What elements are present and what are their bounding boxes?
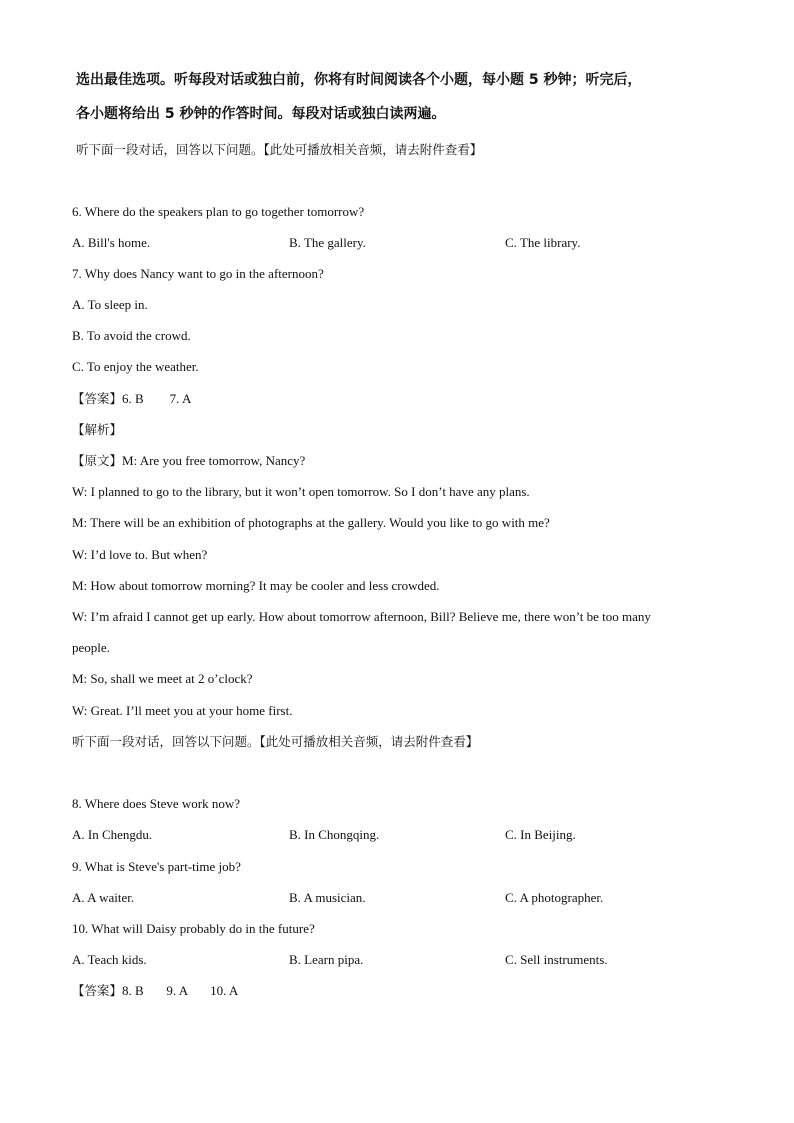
answer-text: 8. B 9. A 10. A bbox=[122, 983, 239, 998]
answer-text: 6. B 7. A bbox=[122, 391, 192, 406]
q6-option-a: A. Bill's home. bbox=[72, 235, 151, 250]
transcript-line: W: Great. I’ll meet you at your home first. bbox=[72, 703, 293, 718]
q8-option-b: B. In Chongqing. bbox=[289, 827, 380, 842]
answer-row-2 bbox=[72, 983, 238, 999]
answer-label: 【答案】 bbox=[72, 391, 123, 406]
transcript-line: W: I’m afraid I cannot get up early. How about tomorrow afternoon, Bill? Believe me, there won’t be too many bbox=[72, 609, 651, 624]
question-9: 9. What is Steve's part-time job? bbox=[72, 859, 241, 874]
question-6: 6. Where do the speakers plan to go together tomorrow? bbox=[72, 204, 365, 219]
q9-option-b: B. A musician. bbox=[289, 890, 366, 905]
transcript-line: M: Are you free tomorrow, Nancy? bbox=[122, 453, 306, 468]
transcript-line: M: There will be an exhibition of photographs at the gallery. Would you like to go with me? bbox=[72, 515, 550, 530]
q9-option-a: A. A waiter. bbox=[72, 890, 135, 905]
transcript-first-line bbox=[72, 453, 305, 469]
transcript-line: W: I’d love to. But when? bbox=[72, 547, 208, 562]
q6-option-b: B. The gallery. bbox=[289, 235, 366, 250]
transcript-label: 【原文】 bbox=[72, 453, 123, 468]
transcript-line: W: I planned to go to the library, but it won’t open tomorrow. So I don’t have any plans. bbox=[72, 484, 530, 499]
q7-option-a: A. To sleep in. bbox=[72, 297, 148, 312]
q7-option-b: B. To avoid the crowd. bbox=[72, 328, 191, 343]
q9-option-c: C. A photographer. bbox=[505, 890, 604, 905]
transcript-line: M: How about tomorrow morning? It may be cooler and less crowded. bbox=[72, 578, 440, 593]
q8-option-a: A. In Chengdu. bbox=[72, 827, 153, 842]
question-8: 8. Where does Steve work now? bbox=[72, 796, 240, 811]
section1-prompt: 听下面一段对话，回答以下问题。【此处可播放相关音频，请去附件查看】 bbox=[76, 142, 483, 157]
q10-option-a: A. Teach kids. bbox=[72, 952, 147, 967]
section2-prompt: 听下面一段对话，回答以下问题。【此处可播放相关音频，请去附件查看】 bbox=[72, 734, 479, 749]
question-10: 10. What will Daisy probably do in the future? bbox=[72, 921, 315, 936]
q7-option-c: C. To enjoy the weather. bbox=[72, 359, 199, 374]
instructions-line-2: 各小题将给出 5 秒钟的作答时间。每段对话或独白读两遍。 bbox=[76, 106, 446, 122]
question-7: 7. Why does Nancy want to go in the afternoon? bbox=[72, 266, 324, 281]
answer-row-1 bbox=[72, 391, 191, 407]
analysis-label: 【解析】 bbox=[72, 422, 123, 437]
answer-label: 【答案】 bbox=[72, 983, 123, 998]
q6-option-c: C. The library. bbox=[505, 235, 581, 250]
q8-option-c: C. In Beijing. bbox=[505, 827, 576, 842]
transcript-line: people. bbox=[72, 640, 110, 655]
q10-option-c: C. Sell instruments. bbox=[505, 952, 608, 967]
q10-option-b: B. Learn pipa. bbox=[289, 952, 364, 967]
instructions-line-1: 选出最佳选项。听每段对话或独白前，你将有时间阅读各个小题，每小题 5 秒钟；听完后， bbox=[76, 72, 642, 88]
transcript-line: M: So, shall we meet at 2 o’clock? bbox=[72, 671, 253, 686]
